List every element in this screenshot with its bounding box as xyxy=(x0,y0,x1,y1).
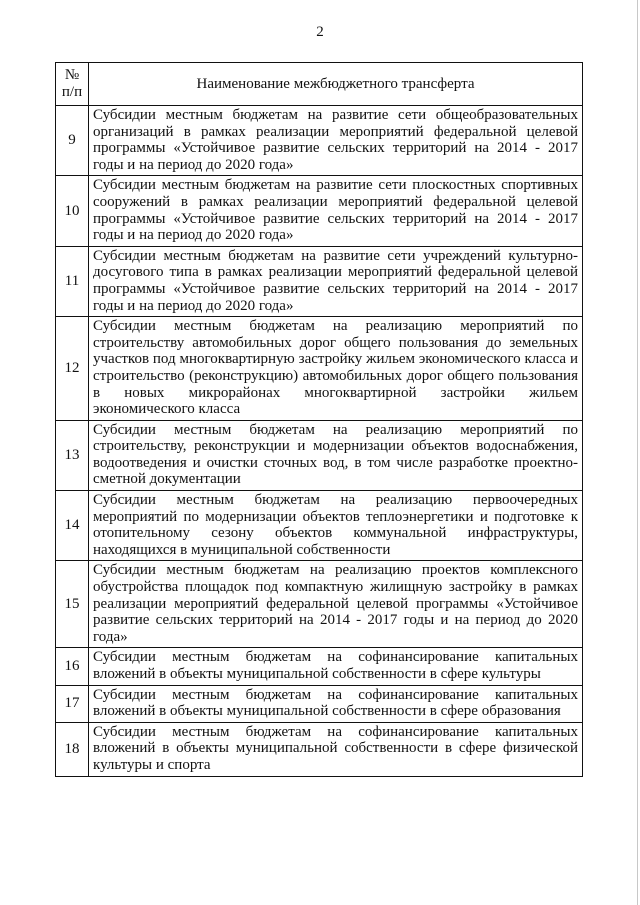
page-number: 2 xyxy=(316,24,324,40)
table-row xyxy=(56,176,583,246)
header-name xyxy=(89,63,583,106)
row-number: 10 xyxy=(56,176,89,246)
header-number-label: № п/п xyxy=(61,67,83,100)
header-number xyxy=(56,63,89,106)
row-transfer-name: Субсидии местным бюджетам на развитие сети общеобразовательных организаций в рамках реализации мероприятий федеральной целевой программы «Устойчивое развитие сельских территорий на 2014 - 2017 годы и на период до 2020 года» xyxy=(89,106,583,176)
scan-edge-line xyxy=(637,0,638,905)
row-transfer-name: Субсидии местным бюджетам на софинансирование капитальных вложений в объекты муниципальной собственности в сфере культуры xyxy=(89,648,583,685)
table-row xyxy=(56,106,583,176)
row-transfer-name: Субсидии местным бюджетам на реализацию первоочередных мероприятий по модернизации объектов теплоэнергетики и подготовке к отопительному сезону объектов коммунальной инфраструктуры, находящихся в муниципальной собственности xyxy=(89,491,583,561)
row-number: 14 xyxy=(56,491,89,561)
row-number: 9 xyxy=(56,106,89,176)
table-row xyxy=(56,685,583,722)
row-number: 17 xyxy=(56,685,89,722)
row-transfer-name: Субсидии местным бюджетам на софинансирование капитальных вложений в объекты муниципальной собственности в сфере образования xyxy=(89,685,583,722)
row-transfer-name: Субсидии местным бюджетам на софинансирование капитальных вложений в объекты муниципальной собственности в сфере физической культуры и спорта xyxy=(89,722,583,776)
row-number: 16 xyxy=(56,648,89,685)
transfers-table xyxy=(55,62,583,777)
row-transfer-name: Субсидии местным бюджетам на развитие сети учреждений культурно-досугового типа в рамках реализации мероприятий федеральной целевой программы «Устойчивое развитие сельских территорий на 2014 - 2017 годы и на период до 2020 года» xyxy=(89,246,583,316)
table-row xyxy=(56,648,583,685)
table-row xyxy=(56,317,583,421)
table-row xyxy=(56,722,583,776)
row-transfer-name: Субсидии местным бюджетам на реализацию мероприятий по строительству, реконструкции и модернизации объектов водоснабжения, водоотведения и очистки сточных вод, в том числе разработке проектно-сметной документации xyxy=(89,420,583,490)
table-row xyxy=(56,491,583,561)
table-row xyxy=(56,246,583,316)
row-number: 11 xyxy=(56,246,89,316)
row-number: 15 xyxy=(56,561,89,648)
row-number: 18 xyxy=(56,722,89,776)
row-transfer-name: Субсидии местным бюджетам на реализацию проектов комплексного обустройства площадок под компактную жилищную застройку в рамках реализации мероприятий федеральной целевой программы «Устойчивое развитие сельских территорий на 2014 - 2017 годы и на период до 2020 года» xyxy=(89,561,583,648)
table-row xyxy=(56,561,583,648)
table-row xyxy=(56,420,583,490)
row-transfer-name: Субсидии местным бюджетам на реализацию мероприятий по строительству автомобильных дорог общего пользования до земельных участков под многоквартирную застройку жильем экономического класса и строительство (реконструкцию) автомобильных дорог общего пользования в новых микрорайонах многоквартирной застройки жильем экономического класса xyxy=(89,317,583,421)
row-number: 12 xyxy=(56,317,89,421)
header-name-label: Наименование межбюджетного трансферта xyxy=(196,75,475,92)
row-transfer-name: Субсидии местным бюджетам на развитие сети плоскостных спортивных сооружений в рамках реализации мероприятий федеральной целевой программы «Устойчивое развитие сельских территорий на 2014 - 2017 годы и на период до 2020 года» xyxy=(89,176,583,246)
table-header-row xyxy=(56,63,583,106)
row-number: 13 xyxy=(56,420,89,490)
